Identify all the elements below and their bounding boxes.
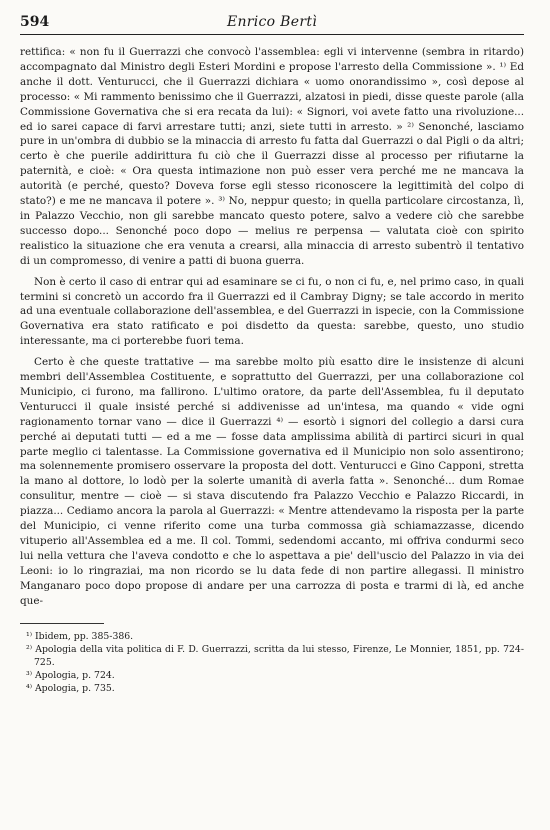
body-text <box>20 45 524 609</box>
footnote: ¹⁾ Ibidem, pp. 385-386. <box>26 630 134 642</box>
footnote: ⁴⁾ Apologia, p. 735. <box>26 682 115 694</box>
page-header <box>20 12 524 35</box>
footnotes <box>20 630 524 695</box>
paragraph: rettifica: « non fu il Guerrazzi che convocò l'assemblea: egli vi intervenne (sembra in ritardo) accompagnato dal Ministro degli Esteri Mordini e propose l'arresto della Commissione ». ¹⁾ Ed anche il dott. Venturucci, che il Guerrazzi dichiara « uomo onorandissimo », così depose al processo: « Mi rammento benissimo che il Guerrazzi, alzatosi in piedi, disse queste parole (alla Commissione Governativa che si era recata da lui): « Signori, voi avete fatto una rivoluzione... ed io sarei capace di farvi arrestare tutti; anzi, siete tutti in arresto. » ²⁾ Senonché, lasciamo pure in un'ombra di dubbio se la minaccia di arresto fu fatta dal Guerrazzi o dal Pigli o da altri; certo è che puerile addirittura fu ciò che il Guerrazzi disse al processo per rifiutarne la paternità, e cioè: « Ora questa intimazione non può esser vera perché me ne mancava la autorità (e perché, questo? Doveva forse egli stesso riconoscere la legittimità del colpo di stato?) e me ne mancava il potere ». ³⁾ No, neppur questo; in quella particolare circostanza, lì, in Palazzo Vecchio, non gli sarebbe mancato questo potere, salvo a vedere ciò che sarebbe successo dopo... Senonché poco dopo — melius re perpensa — valutata cioè con spirito realistico la situazione che era venuta a crearsi, alla minaccia di arresto subentrò il tentativo di un compromesso, di venire a patti di buona guerra. <box>20 46 524 267</box>
book-page <box>20 12 524 695</box>
running-head: Enrico Bertì <box>226 14 318 30</box>
paragraph: Non è certo il caso di entrar qui ad esaminare se ci fu, o non ci fu, e, nel primo caso, in quali termini si concretò un accordo fra il Guerrazzi ed il Cambray Digny; se tale accordo in merito ad una eventuale collaborazione dell'assemblea, e del Guerrazzi in ispecie, con la Commissione Governativa era stato ratificato e poi disdetto da questa: sarebbe, questo, uno studio interessante, ma ci porterebbe fuori tema. <box>20 275 524 348</box>
footnote: ³⁾ Apologia, p. 724. <box>26 669 115 681</box>
footnote: ²⁾ Apologia della vita politica di F. D. Guerrazzi, scritta da lui stesso, Firenze, Le Monnier, 1851, pp. 724-725. <box>26 643 524 668</box>
page-number: 594 <box>20 14 50 30</box>
paragraph: Certo è che queste trattative — ma sarebbe molto più esatto dire le insistenze di alcuni membri dell'Assemblea Costituente, e soprattutto del Guerrazzi, per una collaborazione col Municipio, ci furono, ma fallirono. L'ultimo oratore, da parte dell'Assemblea, fu il deputato Venturucci il quale insisté perché si addivenisse ad un'intesa, ma quando « vide ogni ragionamento tornar vano — dice il Guerrazzi ⁴⁾ — esortò i signori del collegio a darsi cura perché ai deputati tutti — ed a me — fosse data amplissima abilità di partirci sicuri in qual parte meglio ci talentasse. La Commissione governativa ed il Municipio non solo assentirono; ma solennemente promisero osservare la proposta del dott. Venturucci e Gino Capponi, stretta la mano al dottore, lo lodò per la solerte umanità di averla fatta ». Senonché... dum Romae consulitur, mentre — cioè — si stava discutendo fra Palazzo Vecchio e Palazzo Riccardi, in piazza... Cediamo ancora la parola al Guerrazzi: « Mentre attendevamo la risposta per la parte del Municipio, ci venne riferito come una turba commossa già schiamazzasse, dicendo vituperio all'Assemblea ed a me. Il col. Tommi, sedendomi accanto, mi offriva condurmi seco lui nella vettura che l'aveva condotto e che lo aspettava a pie' dell'uscio del Palazzo in via dei Leoni: io lo ringraziai, ma non ricordo se lu data fede di non partire allegassi. Il ministro Manganaro poco dopo propose di andare per una carrozza di posta e trarmi di là, ed anche que- <box>20 356 524 607</box>
footnote-separator <box>20 623 104 624</box>
